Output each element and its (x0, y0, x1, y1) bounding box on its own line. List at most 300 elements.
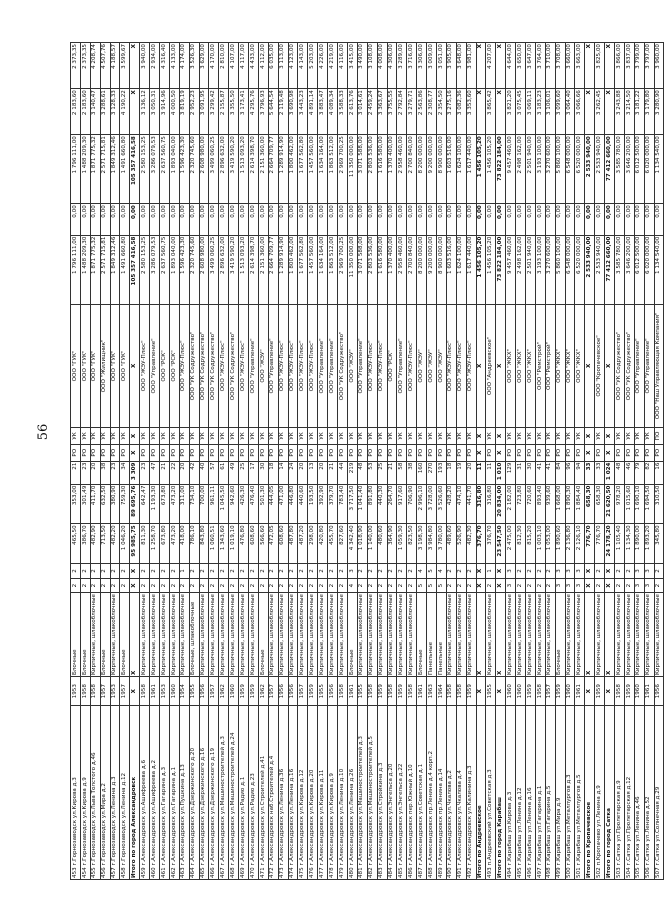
table-cell-amount1: 2 498 162,00 (516, 235, 526, 304)
table-cell-form: РО (90, 444, 100, 461)
table-cell-company: ООО "ЖЭУ" (427, 304, 437, 427)
table-cell-year: 1958 (90, 677, 100, 706)
table-cell-entrances: 2 (357, 564, 367, 579)
table-cell-amount1: 3 193 100,00 (535, 235, 545, 304)
table-cell-amount5: 3 940,00 (140, 43, 150, 89)
table-cell-floors: 2 (407, 578, 417, 593)
table-cell-entrances: 2 (387, 564, 397, 579)
table-cell-wall: Блочные (258, 593, 268, 677)
table-cell-amount2: 0,00 (268, 204, 278, 235)
table-cell-company: ООО "ГУК" (110, 304, 120, 427)
table-row (90, 43, 100, 880)
table-cell-amount3: 6 520 000,00 (575, 135, 585, 204)
table-cell-floors: 2 (614, 578, 624, 593)
table-cell-floors: 2 (535, 578, 545, 593)
table-cell-form: РО (417, 444, 427, 461)
table-cell-entrances: 3 (506, 564, 516, 579)
table-cell-amount2: 0,00 (288, 204, 298, 235)
table-cell-year: X (130, 677, 140, 706)
table-cell-area-total: 786,10 (189, 524, 199, 564)
table-row (199, 43, 209, 880)
table-cell-form: X (130, 444, 140, 461)
table-cell-amount3: 2 533 940,00 (585, 135, 595, 204)
table-cell-floors: 2 (446, 578, 456, 593)
table-cell-amount3: 2 803 536,00 (367, 135, 377, 204)
table-cell-year: 1961 (575, 677, 585, 706)
table-cell-amount1: 2 896 632,00 (219, 235, 229, 304)
table-cell-amount4: 3 865,42 (486, 89, 496, 135)
table-cell-company: ООО "ГУК" (120, 304, 130, 427)
table-cell-form: РО (357, 444, 367, 461)
table-cell-area-total: 2 126,10 (575, 524, 585, 564)
table-cell-company: ООО "ГУК" (90, 304, 100, 427)
table-cell-area-living: 783,40 (338, 484, 348, 524)
table-cell-form: РО (80, 444, 90, 461)
table-cell-year: X (476, 677, 486, 706)
table-cell-amount4: 2 563,86 (417, 89, 427, 135)
table-cell-year: 1964 (436, 677, 446, 706)
table-cell-mgr: УК (357, 428, 367, 445)
table-cell-company: ООО "ЖЭУ-Плюс" (367, 304, 377, 427)
table-cell-floors: 2 (199, 578, 209, 593)
table-cell-area-living: 759,30 (120, 484, 130, 524)
table-cell-mgr: УК (318, 428, 328, 445)
table-cell-year: 1962 (219, 677, 229, 706)
table-cell-amount4: X (605, 89, 615, 135)
table-cell-floors: 2 (268, 578, 278, 593)
table-cell-address: 458 г.Горнозаводск ул.Ленина д.12 (120, 706, 130, 880)
table-cell-wall: Кирпичные, шлакоблочные (545, 593, 555, 677)
table-cell-company: X (605, 304, 615, 427)
table-cell-residents: 94 (575, 461, 585, 484)
table-cell-mgr: УК (249, 428, 259, 445)
table-cell-amount3: 8 200 000,00 (417, 135, 427, 204)
table-cell-entrances: 2 (318, 564, 328, 579)
table-cell-entrances: 2 (456, 564, 466, 579)
table-cell-amount2: 0,00 (397, 204, 407, 235)
table-cell-entrances: 2 (328, 564, 338, 579)
table-cell-form: РО (427, 444, 437, 461)
table-cell-area-total: 1 140,00 (367, 524, 377, 564)
table-cell-amount1: 8 200 000,00 (417, 235, 427, 304)
table-cell-form: РО (278, 444, 288, 461)
table-cell-wall: Кирпичные, шлакоблочные (328, 593, 338, 677)
table-cell-amount2: 0,00 (624, 204, 634, 235)
table-cell-residents: 33 (595, 461, 605, 484)
table-cell-residents: 14 (278, 461, 288, 484)
table-cell-year: 1958 (535, 677, 545, 706)
table-cell-amount2: 0,00 (318, 204, 328, 235)
table-cell-entrances: 2 (466, 564, 476, 579)
table-cell-company: ООО "ЖЭУ" (436, 304, 446, 427)
table-cell-entrances: 2 (407, 564, 417, 579)
table-cell-amount4: 4 190,22 (120, 89, 130, 135)
table-cell-amount2: 0,00 (189, 204, 199, 235)
table-cell-area-living: 706,90 (407, 484, 417, 524)
table-cell-amount5: 2 373,35 (71, 43, 81, 89)
table-cell-mgr: УК (308, 428, 318, 445)
table-cell-amount5: 4 112,00 (258, 43, 268, 89)
table-cell-area-total: 418,00 (179, 524, 189, 564)
table-cell-amount4: X (130, 89, 140, 135)
table-cell-amount3: 3 499 060,25 (209, 135, 219, 204)
table-cell-residents: 84 (555, 461, 565, 484)
table-cell-amount3: 3 585 780,00 (614, 135, 624, 204)
table-cell-area-living: 961,11 (209, 484, 219, 524)
housing-register-table (70, 42, 664, 880)
table-cell-company: ООО "ЖЭУ-Плюс" (140, 304, 150, 427)
table-cell-address: 461 г.Александровск ул.Гагарина д.3 (160, 706, 170, 880)
table-cell-form: РО (654, 444, 664, 461)
table-cell-area-living: 380,90 (110, 484, 120, 524)
table-cell-address: 471 г.Александровск ул.Строителей д.41 (258, 706, 268, 880)
table-cell-area-total: 827,60 (338, 524, 348, 564)
table-cell-amount2: 0,00 (298, 204, 308, 235)
table-cell-year: 1959 (377, 677, 387, 706)
table-cell-entrances: 2 (308, 564, 318, 579)
table-cell-address: 477 г.Александровск ул.Кирова д.11 (318, 706, 328, 880)
table-cell-company: ООО "ЖЭУ-Плюс" (446, 304, 456, 427)
table-cell-amount1: 1 596 423,30 (179, 235, 189, 304)
table-cell-form: РО (456, 444, 466, 461)
table-row (328, 43, 338, 880)
table-cell-residents: 49 (229, 461, 239, 484)
table-cell-wall: Кирпичные, шлакоблочные (199, 593, 209, 677)
table-cell-form: РО (575, 444, 585, 461)
table-cell-residents: 17 (249, 461, 259, 484)
table-cell-amount3: 2 637 560,75 (160, 135, 170, 204)
table-cell-mgr: УК (347, 428, 357, 445)
table-row (565, 43, 575, 880)
table-cell-amount3: 3 286 079,53 (150, 135, 160, 204)
table-cell-area-living: 1 668,00 (555, 484, 565, 524)
table-cell-amount4: 3 262,45 (595, 89, 605, 135)
table-cell-residents: 1 010 (496, 461, 506, 484)
table-cell-year: 1963 (427, 677, 437, 706)
table-cell-year: 1957 (100, 677, 110, 706)
table-cell-mgr: УК (140, 428, 150, 445)
table-cell-amount1: 2 571 715,81 (100, 235, 110, 304)
table-row (436, 43, 446, 880)
table-cell-company: ООО "Управление" (634, 304, 644, 427)
table-cell-amount5: 3 051,00 (436, 43, 446, 89)
table-cell-wall: Кирпичные, шлакоблочные (179, 593, 189, 677)
table-cell-area-total: 24 178,20 (605, 524, 615, 564)
table-cell-entrances: 2 (614, 564, 624, 579)
table-cell-residents: 23 (110, 461, 120, 484)
table-cell-amount1: 2 803 536,00 (367, 235, 377, 304)
table-cell-residents: 44 (338, 461, 348, 484)
table-cell-floors: 2 (120, 578, 130, 593)
rotated-table-wrapper (70, 42, 662, 880)
table-cell-amount1: 1 624 100,00 (456, 235, 466, 304)
table-cell-area-total: 843,80 (199, 524, 209, 564)
table-cell-wall: Кирпичные, шлакоблочные (209, 593, 219, 677)
table-cell-entrances: 3 (644, 564, 654, 579)
table-cell-mgr: X (496, 428, 506, 445)
table-cell-floors: 3 (506, 578, 516, 593)
table-cell-year: 1954 (179, 677, 189, 706)
table-cell-amount5: 4 123,00 (288, 43, 298, 89)
table-cell-amount1: 77 412 660,00 (605, 235, 615, 304)
table-cell-mgr: УК (150, 428, 160, 445)
table-cell-residents: 16 (654, 461, 664, 484)
table-cell-area-living: 1 694,50 (644, 484, 654, 524)
table-cell-entrances: 4 (436, 564, 446, 579)
table-cell-year: 1958 (80, 677, 90, 706)
table-cell-amount2: 0,00 (387, 204, 397, 235)
table-cell-area-living: 471,00 (278, 484, 288, 524)
table-cell-amount5: 3 490,00 (357, 43, 367, 89)
table-cell-year: 1953 (71, 677, 81, 706)
table-cell-mgr: УК (258, 428, 268, 445)
table-cell-amount2: 0,00 (100, 204, 110, 235)
subtotal-row (476, 43, 486, 880)
table-cell-area-living: 353,00 (71, 484, 81, 524)
table-cell-mgr: УК (219, 428, 229, 445)
table-cell-area-total: 345,80 (654, 524, 664, 564)
table-cell-area-total: 1 019,10 (229, 524, 239, 564)
table-cell-amount5: 3 764,00 (535, 43, 545, 89)
table-cell-amount4: 3 140,47 (90, 89, 100, 135)
table-cell-amount5: 6 035,00 (268, 43, 278, 89)
table-cell-entrances: 2 (249, 564, 259, 579)
table-cell-area-living: 734,10 (189, 484, 199, 524)
table-cell-wall: Кирпичные, шлакоблочные (90, 593, 100, 677)
table-cell-wall: Кирпичные, шлакоблочные (516, 593, 526, 677)
table-cell-year: 1958 (140, 677, 150, 706)
table-cell-area-living: 939,60 (545, 484, 555, 524)
table-cell-amount3: 2 498 162,00 (516, 135, 526, 204)
table-cell-area-total: 1 003,10 (535, 524, 545, 564)
table-cell-address: 469 г.Александровск ул.Радио д.1 (239, 706, 249, 880)
table-cell-mgr: УК (436, 428, 446, 445)
table-cell-year: 1957 (209, 677, 219, 706)
table-cell-amount3: 1 289 914,90 (278, 135, 288, 204)
table-cell-wall: Кирпичные, шлакоблочные (140, 593, 150, 677)
table-cell-area-living: 893,40 (535, 484, 545, 524)
table-cell-floors: 2 (377, 578, 387, 593)
table-cell-floors: 3 (565, 578, 575, 593)
table-cell-entrances: 1 (179, 564, 189, 579)
table-cell-company: ООО "УК Содружество" (614, 304, 624, 427)
table-cell-company: ООО "ЖКХ" (525, 304, 535, 427)
table-cell-amount2: 0,00 (258, 204, 268, 235)
table-cell-residents: 21 (328, 461, 338, 484)
table-cell-area-living: 2 182,00 (506, 484, 516, 524)
table-cell-wall: Блочные (417, 593, 427, 677)
table-cell-area-living: 1 045,50 (219, 484, 229, 524)
table-cell-mgr: УК (90, 428, 100, 445)
table-cell-amount3: 1 849 312,46 (110, 135, 120, 204)
table-cell-residents: 20 (179, 461, 189, 484)
table-cell-company: ООО "ЖЭУ-Плюс" (179, 304, 189, 427)
table-cell-area-total: 608,60 (249, 524, 259, 564)
table-cell-amount4: 3 279,71 (407, 89, 417, 135)
table-cell-area-living: 193,50 (308, 484, 318, 524)
table-cell-residents: 20 (466, 461, 476, 484)
table-row (634, 43, 644, 880)
table-cell-area-living: 942,60 (229, 484, 239, 524)
table-cell-floors: 3 (555, 578, 565, 593)
table-cell-area-total: 386,70 (80, 524, 90, 564)
table-cell-residents: 20 (90, 461, 100, 484)
table-row (387, 43, 397, 880)
table-cell-amount5: 3 797,00 (644, 43, 654, 89)
table-cell-residents: 82 (644, 461, 654, 484)
table-row (377, 43, 387, 880)
table-cell-wall: Панельные (436, 593, 446, 677)
table-cell-floors: 2 (169, 578, 179, 593)
table-cell-area-total: 476,80 (239, 524, 249, 564)
table-cell-mgr: УК (535, 428, 545, 445)
table-cell-mgr: УК (367, 428, 377, 445)
table-cell-area-living: 440,30 (377, 484, 387, 524)
table-cell-company: ООО "ЖЭУ-Плюс" (298, 304, 308, 427)
table-cell-amount2: 0,00 (169, 204, 179, 235)
table-cell-address: 468 г.Александровск ул.Машиностроителей д.24 (229, 706, 239, 880)
table-cell-amount4: 3 075,45 (516, 89, 526, 135)
table-cell-amount3: 3 419 590,20 (229, 135, 239, 204)
table-cell-address: 499 г.Карабаш ул.Мира д.9 (555, 706, 565, 880)
table-cell-year: 1955 (357, 677, 367, 706)
table-cell-wall: X (496, 593, 506, 677)
table-cell-area-total: 811,30 (140, 524, 150, 564)
table-cell-mgr: УК (209, 428, 219, 445)
table-cell-entrances: 2 (268, 564, 278, 579)
table-cell-floors: 2 (140, 578, 150, 593)
table-cell-wall: Кирпичные, шлакоблочные (446, 593, 456, 677)
table-cell-wall: Кирпичные, шлакоблочные (318, 593, 328, 677)
table-cell-amount2: 0,00 (436, 204, 446, 235)
table-cell-amount1: 1 289 914,90 (278, 235, 288, 304)
table-cell-mgr: УК (160, 428, 170, 445)
table-cell-year: 1959 (624, 677, 634, 706)
table-cell-amount1: 6 012 500,00 (634, 235, 644, 304)
table-cell-mgr: УК (545, 428, 555, 445)
table-cell-floors: 2 (318, 578, 328, 593)
table-cell-amount5: X (130, 43, 140, 89)
table-cell-entrances: 2 (239, 564, 249, 579)
table-cell-amount2: 0,00 (525, 204, 535, 235)
table-cell-form: РО (555, 444, 565, 461)
table-cell-entrances: 2 (160, 564, 170, 579)
table-cell-address: 462 г.Александровск ул.Гагарина д.1 (169, 706, 179, 880)
table-cell-address: 464 г.Александровск ул.Дзержинского д.20 (189, 706, 199, 880)
table-row (417, 43, 427, 880)
table-cell-area-living: 379,70 (328, 484, 338, 524)
table-cell-residents: 20 (298, 461, 308, 484)
table-cell-mgr: УК (466, 428, 476, 445)
table-cell-amount1: 2 664 709,77 (268, 235, 278, 304)
table-cell-mgr: УК (288, 428, 298, 445)
table-cell-amount2: 0,00 (338, 204, 348, 235)
table-cell-form: РО (71, 444, 81, 461)
table-cell-entrances: X (585, 564, 595, 579)
table-cell-residents: 18 (268, 461, 278, 484)
table-cell-year: 1959 (555, 677, 565, 706)
table-cell-entrances: 3 (565, 564, 575, 579)
table-cell-amount4: 3 690,98 (288, 89, 298, 135)
table-cell-area-living: 673,80 (160, 484, 170, 524)
table-cell-entrances: X (605, 564, 615, 579)
table-cell-amount2: 0,00 (278, 204, 288, 235)
table-cell-entrances: 2 (545, 564, 555, 579)
table-cell-year: 1956 (328, 677, 338, 706)
table-cell-entrances: 2 (278, 564, 288, 579)
table-cell-company: ООО "ЖЭУ-Плюс" (466, 304, 476, 427)
table-cell-floors: X (130, 578, 140, 593)
table-cell-amount2: 0,00 (456, 204, 466, 235)
table-cell-form: РО (436, 444, 446, 461)
table-cell-amount4: 5 644,54 (268, 89, 278, 135)
table-cell-entrances: 2 (258, 564, 268, 579)
table-cell-area-living: 310,50 (654, 484, 664, 524)
table-cell-amount4: 3 443,23 (298, 89, 308, 135)
table-cell-amount4: 2 183,60 (80, 89, 90, 135)
table-cell-amount2: 0,00 (90, 204, 100, 235)
table-cell-entrances: 2 (90, 564, 100, 579)
table-cell-form: РО (328, 444, 338, 461)
table-cell-floors: X (605, 578, 615, 593)
table-cell-area-total: 1 046,20 (120, 524, 130, 564)
table-cell-address: 501 г.Карабаш ул.Металлургов д.5 (575, 706, 585, 880)
table-cell-amount4: 3 275,16 (446, 89, 456, 135)
table-cell-residents: 18 (446, 461, 456, 484)
table-cell-residents: 47 (150, 461, 160, 484)
table-cell-amount2: 0,00 (545, 204, 555, 235)
table-row (160, 43, 170, 880)
table-cell-amount4: 2 183,60 (71, 89, 81, 135)
table-cell-amount2: 0,00 (535, 204, 545, 235)
table-cell-area-total: 2 475,00 (506, 524, 516, 564)
table-cell-residents: 40 (199, 461, 209, 484)
table-cell-form: РО (239, 444, 249, 461)
table-row (357, 43, 367, 880)
table-cell-form: РО (268, 444, 278, 461)
table-cell-wall: Кирпичные, шлакоблочные (229, 593, 239, 677)
table-cell-residents: 270 (427, 461, 437, 484)
table-cell-company: ООО "РСК" (160, 304, 170, 427)
table-cell-amount5: 3 825,00 (595, 43, 605, 89)
table-cell-wall: Блочные (80, 593, 90, 677)
table-cell-entrances: X (496, 564, 506, 579)
table-cell-floors: 2 (100, 578, 110, 593)
table-cell-floors: 2 (308, 578, 318, 593)
table-row (614, 43, 624, 880)
table-cell-year: 1961 (417, 677, 427, 706)
table-cell-company: ООО "ЖЭУ-Плюс" (239, 304, 249, 427)
table-cell-year: 1959 (308, 677, 318, 706)
table-cell-address: 463 г.Александровск ул.Пушкина д.13 (179, 706, 189, 880)
table-cell-amount3: 1 800 462,00 (288, 135, 298, 204)
table-cell-residents: 19 (456, 461, 466, 484)
table-cell-amount3: 1 603 516,00 (446, 135, 456, 204)
table-cell-area-living: 20 834,00 (496, 484, 506, 524)
table-cell-amount2: 0,00 (496, 204, 506, 235)
table-row (407, 43, 417, 880)
table-cell-mgr: X (130, 428, 140, 445)
table-cell-amount1: 1 634 164,00 (318, 235, 328, 304)
table-cell-amount4: 2 792,84 (397, 89, 407, 135)
table-cell-amount4: 3 796,93 (258, 89, 268, 135)
table-cell-amount5: 2 934,00 (150, 43, 160, 89)
table-cell-amount3: 2 896 632,00 (219, 135, 229, 204)
table-cell-entrances: 2 (71, 564, 81, 579)
table-cell-amount2: 0,00 (308, 204, 318, 235)
table-row (644, 43, 654, 880)
table-cell-amount5: 4 644,00 (506, 43, 516, 89)
